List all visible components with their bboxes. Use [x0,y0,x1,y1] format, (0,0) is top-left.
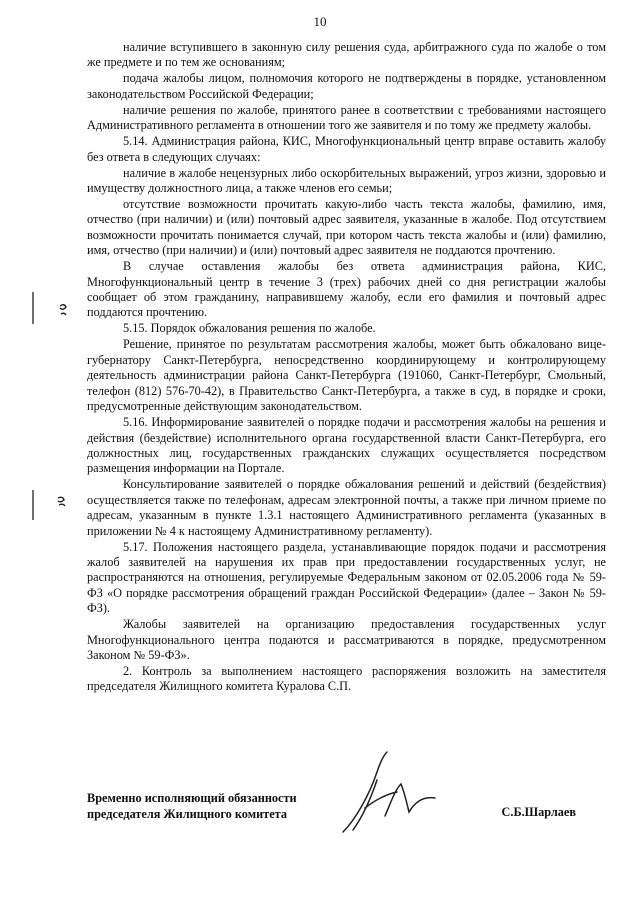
paragraph: 5.15. Порядок обжалования решения по жалобе. [123,321,376,336]
signature-block [87,790,606,830]
paragraph: 5.14. Администрация района, КИС, Многофункциональный центр вправе оставить жалобу без ответа в следующих случаях: [87,134,606,164]
paragraph: Консультирование заявителей о порядке обжалования решений и действий (бездействия) осуществляется также по телефонам, адресам электронной почты, а также при личном приеме по адресам, указанным в пункте 1.3.1 настоящего Административного регламента (указанных в приложении № 4 к настоящему Административному регламенту). [87,477,606,538]
paragraph: подача жалобы лицом, полномочия которого не подтверждены в порядке, установленном законодательством Российской Федерации; [87,71,606,101]
document-body [87,40,606,695]
margin-bracket-mark-1 [30,290,70,331]
signer-title [87,790,347,822]
paragraph: 5.17. Положения настоящего раздела, устанавливающие порядок подачи и рассмотрения жалоб заявителей на нарушения их прав при предоставлении государственных услуг, не распространяются на отношения, регулируемые Федеральным законом от 02.05.2006 года № 59-ФЗ «О порядке рассмотрения обращений граждан Российской Федерации» (далее – Закон № 59-ФЗ). [87,539,606,616]
paragraph: В случае оставления жалобы без ответа администрация района, КИС, Многофункциональный центр в течение 3 (трех) рабочих дней со дня регистрации жалобы сообщает об этом гражданину, направившему жалобу, если его фамилия и почтовый адрес поддаются прочтению. [87,259,606,320]
page-number: 10 [313,14,327,29]
paragraph: 2. Контроль за выполнением настоящего распоряжения возложить на заместителя председателя Жилищного комитета Куралова С.П. [87,663,606,694]
signer-title-line: председателя Жилищного комитета [87,807,287,821]
paragraph: 5.16. Информирование заявителей о порядке подачи и рассмотрения жалобы на решения и действия (бездействие) исполнительного органа государственной власти Санкт-Петербурга, его должностных лиц, государственных гражданских служащих осуществляется посредством размещения информации на Портале. [87,415,606,476]
paragraph: наличие в жалобе нецензурных либо оскорбительных выражений, угроз жизни, здоровью и имуществу должностного лица, а также членов его семьи; [87,165,606,196]
signer-name: С.Б.Шарлаев [501,805,576,819]
margin-bracket-mark-2 [30,488,70,527]
paragraph: отсутствие возможности прочитать какую-либо часть текста жалобы, фамилию, имя, отчество (при наличии) и (или) почтовый адрес заявителя, указанные в жалобе. Под отсутствием возможности прочитать понимается случай, при котором часть текста жалобы и (или) фамилию, имя, отчество (при наличии) и (или) почтовый адрес заявителя не поддаются прочтению. [87,197,606,258]
paragraph: наличие решения по жалобе, принятого ранее в соответствии с требованиями настоящего Административного регламента в отношении того же заявителя и по тому же предмету жалобы. [87,102,606,133]
paragraph: Жалобы заявителей на организацию предоставления государственных услуг Многофункционального центра подаются и рассматриваются в порядке, предусмотренном Законом № 59-ФЗ». [87,617,606,662]
paragraph: наличие вступившего в законную силу решения суда, арбитражного суда по жалобе о том же предмете и по тем же основаниям; [87,40,606,70]
signer-title-line: Временно исполняющий обязанности [87,791,297,805]
paragraph: Решение, принятое по результатам рассмотрения жалобы, может быть обжаловано вице-губернатору Санкт-Петербурга, непосредственно координирующему и контролирующему деятельность администрации района Санкт-Петербурга (191060, Санкт-Петербург, Смольный, телефон (812) 576-70-42), в Правительство Санкт-Петербурга, а также в суд, в порядке и сроки, предусмотренные действующим законодательством. [87,337,606,414]
